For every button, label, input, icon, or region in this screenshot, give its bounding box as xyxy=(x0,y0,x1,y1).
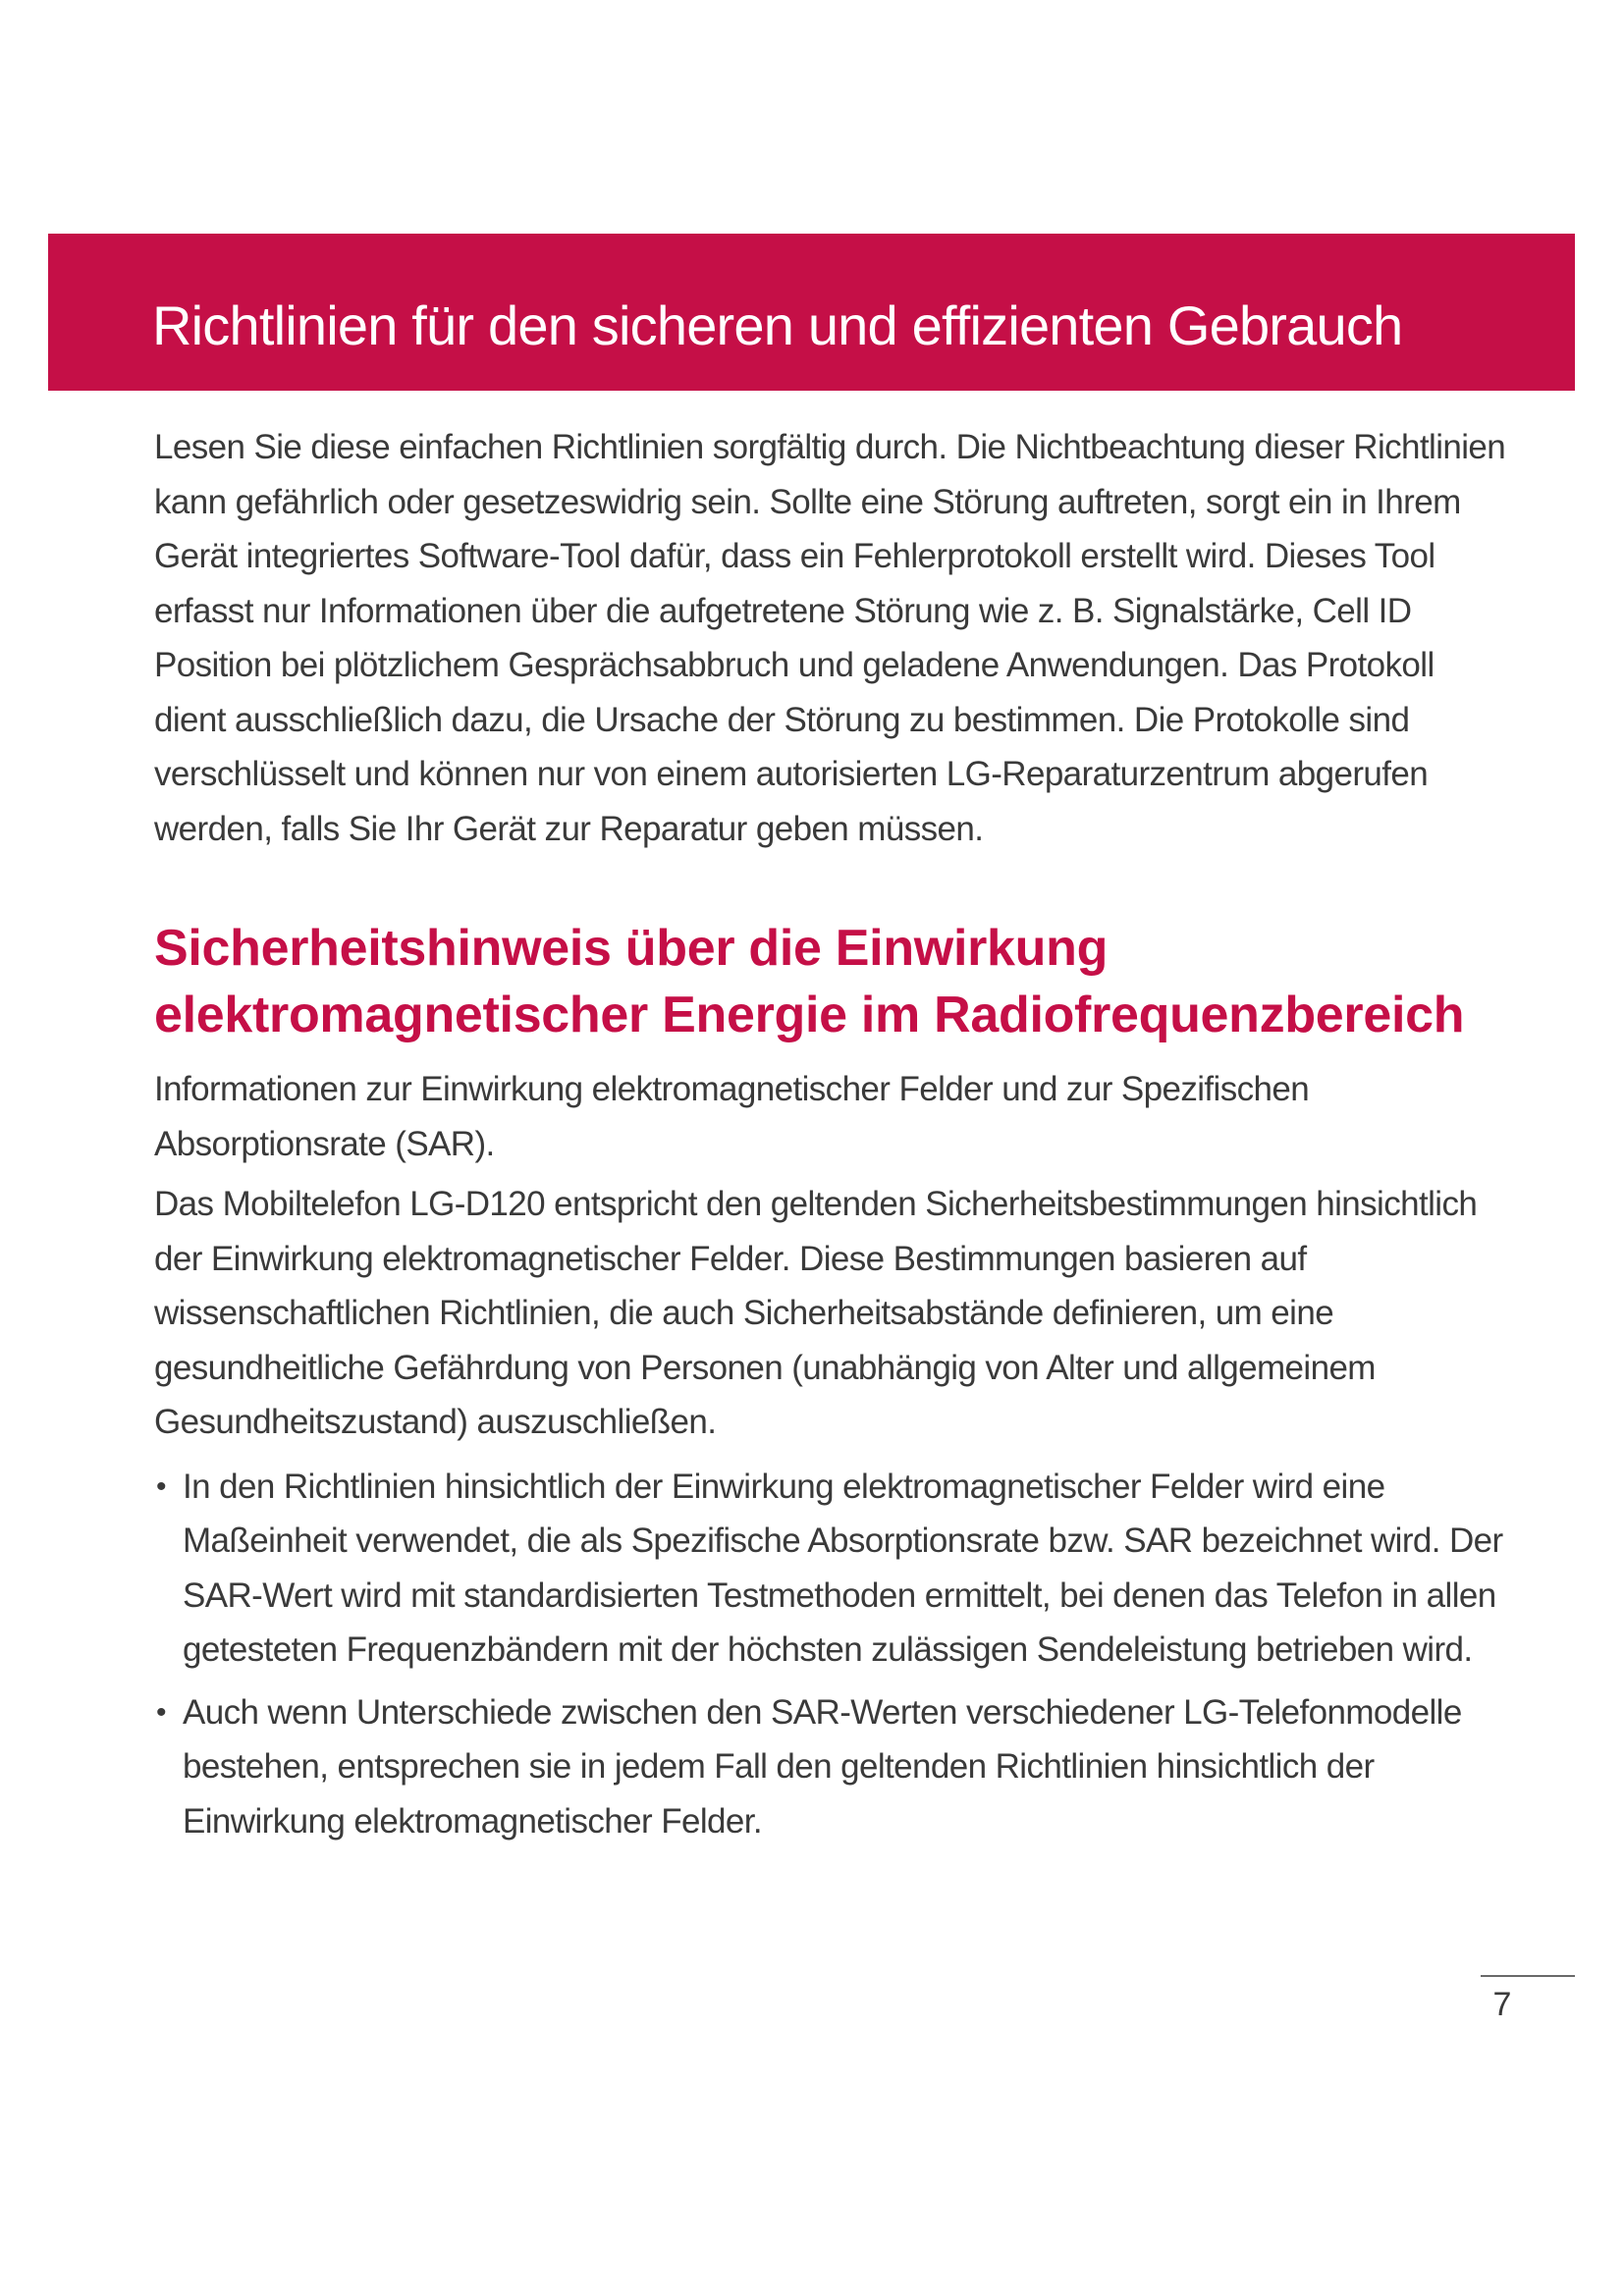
page-content xyxy=(154,420,1509,1856)
section-heading: Sicherheitshinweis über die Einwirkung elektromagnetischer Energie im Radiofrequenzbereich xyxy=(154,920,1465,1043)
bullet-item xyxy=(154,1685,1509,1849)
intro-paragraph: Lesen Sie diese einfachen Richtlinien sorgfältig durch. Die Nichtbeachtung dieser Richtlinien kann gefährlich oder gesetzeswidrig sein. Sollte eine Störung auftreten, sorgt ein in Ihrem Gerät integriertes Software-Tool dafür, dass ein Fehlerprotokoll erstellt wird. Dieses Tool erfasst nur Informationen über die aufgetretene Störung wie z. B. Signalstärke, Cell ID Position bei plötzlichem Gesprächsabbruch und geladene Anwendungen. Das Protokoll dient ausschließlich dazu, die Ursache der Störung zu bestimmen. Die Protokolle sind verschlüsselt und können nur von einem autorisierten LG-Reparaturzentrum abgerufen werden, falls Sie Ihr Gerät zur Reparatur geben müssen. xyxy=(154,428,1506,848)
title-banner xyxy=(48,234,1575,391)
section-paragraph-2: Das Mobiltelefon LG-D120 entspricht den geltenden Sicherheitsbestimmungen hinsichtlich der Einwirkung elektromagnetischer Felder. Diese Bestimmungen basieren auf wissenschaftlichen Richtlinien, die auch Sicherheitsabstände definieren, um eine gesundheitliche Gefährdung von Personen (unabhängig von Alter und allgemeinem Gesundheitszustand) auszuschließen. xyxy=(154,1185,1478,1441)
bullet-item xyxy=(154,1460,1509,1678)
bullet-dot-icon: • xyxy=(156,1695,166,1729)
bullet-text: Auch wenn Unterschiede zwischen den SAR-Werten verschiedener LG-Telefonmodelle bestehen, entsprechen sie in jedem Fall den geltenden Richtlinien hinsichtlich der Einwirkung elektromagnetischer Felder. xyxy=(183,1692,1462,1841)
bullet-dot-icon: • xyxy=(156,1469,166,1503)
page-number: 7 xyxy=(1492,1986,1512,2023)
bullet-text: In den Richtlinien hinsichtlich der Einwirkung elektromagnetischer Felder wird eine Maßeinheit verwendet, die als Spezifische Absorptionsrate bzw. SAR bezeichnet wird. Der SAR-Wert wird mit standardisierten Testmethoden ermittelt, bei denen das Telefon in allen getesteten Frequenzbändern mit der höchsten zulässigen Sendeleistung betrieben wird. xyxy=(183,1467,1503,1669)
footer-divider xyxy=(1481,1975,1575,1977)
section-paragraph-1: Informationen zur Einwirkung elektromagnetischer Felder und zur Spezifischen Absorptionsrate (SAR). xyxy=(154,1070,1310,1163)
page-title: Richtlinien für den sicheren und effizienten Gebrauch xyxy=(152,294,1403,356)
bullet-list xyxy=(154,1460,1509,1849)
